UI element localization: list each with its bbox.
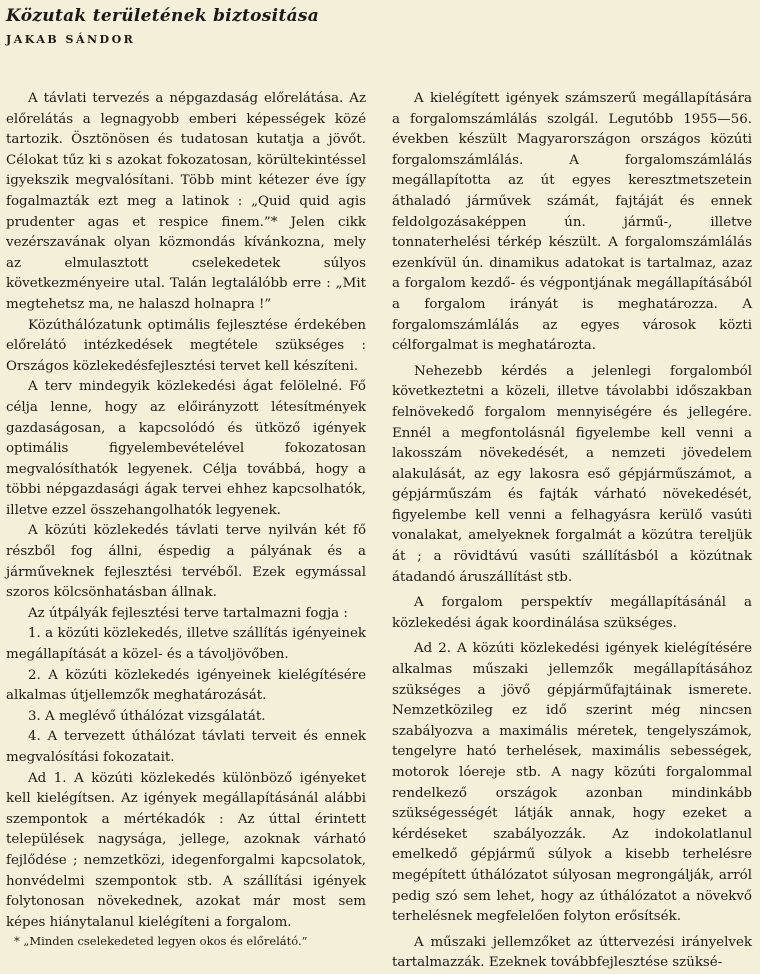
article-body (4, 89, 756, 974)
paragraph: A kielégített igények számszerű megállapítására a forgalomszámlálás szolgál. Legutóbb 1955—56. években készült Magyarországon országos közúti forgalomszámlálás. A forgalomszámlálás megállapította az út egyes keresztmetszetein áthaladó járművek számát, fajtáját és ennek feldolgozásaképpen ún. jármű-, illetve tonnaterhelési térkép készült. A forgalomszámlálás ezenkívül ún. dinamikus adatokat is tartalmaz, azaz a forgalom kezdő- és végpontjának megállapításából a forgalom irányát is meghatározza. A forgalomszámlálás az egyes városok közti célforgalmat is meghatározta. (392, 91, 752, 354)
paragraph: Nehezebb kérdés a jelenlegi forgalomból következtetni a közeli, illetve távolabbi időszakban felnövekedő forgalom mennyiségére és jellegére. Ennél a megfontolásnál figyelembe kell venni a lakosszám növekedését, a nemzeti jövedelem alakulását, az egy lakosra eső gépjárműszámot, a gépjárműszám és fajták várható növekedését, figyelembe kell venni a felhagyásra kerülő vasúti vonalakat, amelyeknek forgalmát a közútra tereljük át ; a rövidtávú vasúti szállításból a közútnak átadandó áruszállítást stb. (392, 363, 752, 585)
paragraph: Ad 2. A közúti közlekedési igények kielégítésére alkalmas műszaki jellemzők megállapításához szükséges a jövő gépjárműfajtáinak ismerete. Nemzetközileg ez idő szerint még nincsen szabályozva a maximális méretek, tengelyszámok, tengelyre ható terhelések, maximális sebességek, motorok lóereje stb. A nagy közúti forgalommal rendelkező országok azonban mindinkább szükségességét látják annak, hogy ezeket a kérdéseket szabályozzák. Az indokolatlanul emelkedő gépjármű súlyok a kisebb terhelésre megépített úthálózatot súlyosan megrongálják, arról pedig szó sem lehet, hogy az úthálózatot a növekvő terhelésnek megfelelően folyton erősítsék. (392, 641, 752, 925)
paragraph: A forgalom perspektív megállapításánál a közlekedési ágak koordinálása szükséges. (392, 595, 752, 631)
right-column (392, 89, 752, 974)
article-author: JAKAB SÁNDOR (6, 33, 136, 46)
list-item: 1. a közúti közlekedés, illetve szállítás igényeinek megállapítását a közel- és a távoljövőben. (6, 626, 366, 663)
list-item: 3. A meglévő úthálózat vizsgálatát. (28, 708, 266, 724)
paragraph: Közúthálózatunk optimális fejlesztése érdekében előrelátó intézkedések megtétele szükséges : Országos közlekedésfejlesztési tervet kell készíteni. (6, 317, 366, 374)
list-item: 2. A közúti közlekedés igényeinek kielégítésére alkalmas útjellemzők meghatározását. (6, 667, 366, 704)
paragraph: Ad 1. A közúti közlekedés különböző igényeket kell kielégítsen. Az igények megállapításánál alábbi szempontok a mértékadók : Az úttal érintett települések nagysága, jellege, azoknak várható fejlődése ; nemzetközi, idegenforgalmi kapcsolatok, honvédelmi szempontok stb. A szállítási igények folytonosan növekednek, azokat már most sem képes hiánytalanul kielégíteni a forgalom. (6, 770, 366, 930)
paragraph: A közúti közlekedés távlati terve nyilván két fő részből fog állni, éspedig a pályának és a járműveknek fejlesztési tervéből. Ezek egymással szoros kölcsönhatásban állnak. (6, 523, 366, 601)
left-column (6, 89, 366, 974)
paragraph: A távlati tervezés a népgazdaság előrelátása. Az előrelátás a legnagyobb emberi képességek közé tartozik. Ösztönösen és tudatosan kutatja a jövőt. Célokat tűz ki s azokat fokozatosan, körültekintéssel igyekszik megvalósítani. Több mint kétezer éve így fogalmazták ezt meg a latinok : „Quid quid agis prudenter agas et respice finem.”* Jelen cikk vezérszavának olyan közmondás kívánkozna, mely az elmulasztott cselekedetek súlyos következményeire utal. Talán legtalálóbb erre : „Mit megtehetsz ma, ne halaszd holnapra !” (6, 91, 366, 312)
list-item: 4. A tervezett úthálózat távlati terveit és ennek megvalósítási fokozatait. (6, 729, 366, 765)
article-title: Közutak területének biztositása (6, 6, 320, 26)
paragraph: Az útpályák fejlesztési terve tartalmazni fogja : (28, 605, 348, 621)
paragraph: A terv mindegyik közlekedési ágat felölelné. Fő célja lenne, hogy az előirányzott létesítmények gazdaságosan, a kapcsolódó és ütköző igények optimális figyelembevételével fokozatosan megvalósíthatók legyenek. Célja továbbá, hogy a többi népgazdasági ágak tervei ehhez kapcsolhatók, illetve ezzel összehangolhatók legyenek. (6, 379, 366, 518)
footnote: * „Minden cselekedeted legyen okos és előrelátó.” (14, 934, 308, 949)
paragraph: A műszaki jellemzőket az úttervezési irányelvek tartalmazzák. Ezeknek továbbfejlesztése szüksé- (392, 934, 752, 971)
